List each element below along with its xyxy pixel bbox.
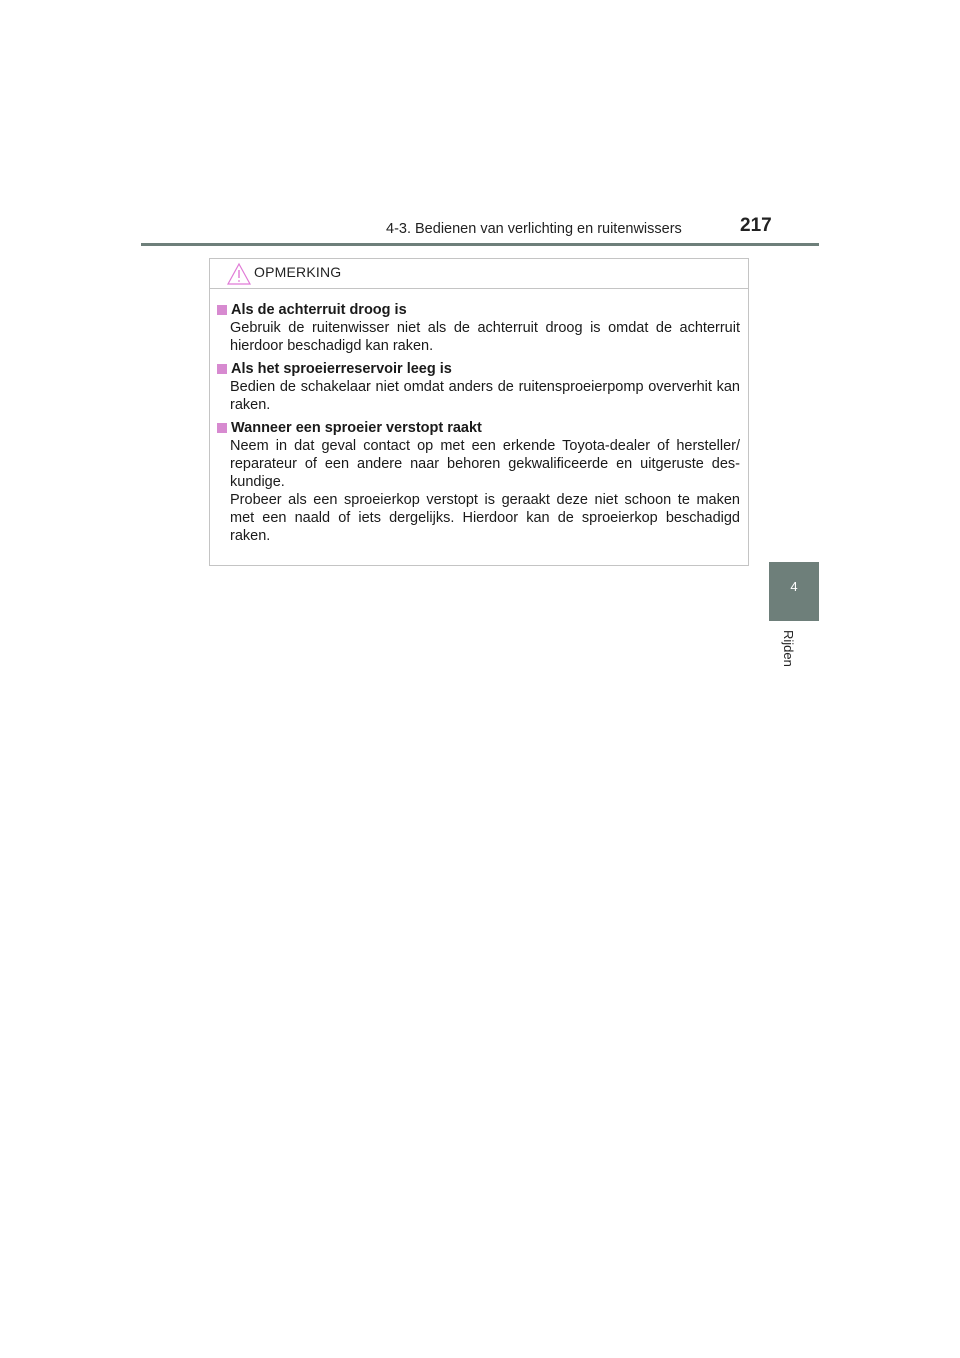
chapter-tab-number: 4 (790, 579, 798, 594)
section-text (217, 437, 740, 545)
page-number: 217 (740, 215, 772, 236)
notice-section (217, 301, 740, 355)
bullet-square-icon (217, 305, 227, 315)
bullet-square-icon (217, 423, 227, 433)
section-paragraph: Gebruik de ruitenwisser niet als de achterruit droog is omdat de achterruit hierdoor beschadigd kan raken. (230, 320, 740, 354)
notice-box (209, 258, 749, 566)
chapter-title: 4-3. Bedienen van verlichting en ruitenwissers (386, 221, 682, 237)
warning-triangle-icon (226, 262, 252, 286)
notice-body (217, 301, 740, 550)
section-heading (217, 301, 740, 319)
notice-header (210, 259, 748, 289)
section-heading (217, 360, 740, 378)
notice-title: OPMERKING (254, 264, 342, 280)
section-heading-text: Als het sproeierreservoir leeg is (231, 361, 452, 377)
chapter-tab-label: Rijden (781, 630, 796, 667)
notice-section (217, 419, 740, 545)
section-paragraph: Neem in dat geval contact op met een erkende Toyota-dealer of hersteller/ reparateur of een andere naar behoren gekwalificeerde en uitgeruste des- kundige. (230, 438, 740, 490)
section-paragraph: Probeer als een sproeierkop verstopt is geraakt deze niet schoon te maken met een naald of iets dergelijks. Hierdoor kan de sproeierkop beschadigd raken. (230, 492, 740, 544)
chapter-side-tab (769, 562, 819, 621)
section-heading-text: Als de achterruit droog is (231, 302, 407, 318)
section-heading (217, 419, 740, 437)
section-text (217, 319, 740, 355)
section-paragraph: Bedien de schakelaar niet omdat anders de ruitensproeierpomp oververhit kan raken. (230, 379, 740, 413)
header-divider (141, 243, 819, 246)
bullet-square-icon (217, 364, 227, 374)
notice-section (217, 360, 740, 414)
section-text (217, 378, 740, 414)
section-heading-text: Wanneer een sproeier verstopt raakt (231, 420, 482, 436)
